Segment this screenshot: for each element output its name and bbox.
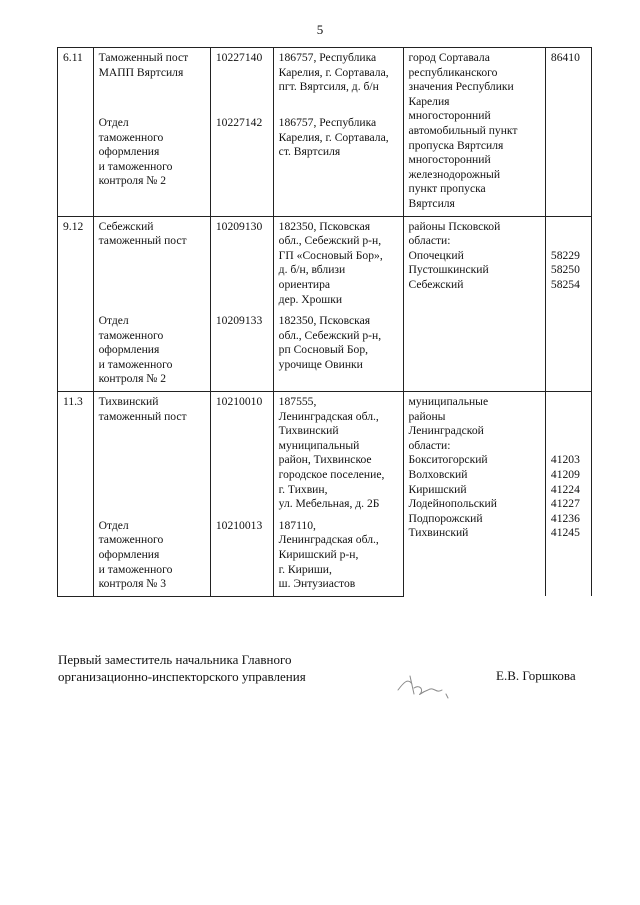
post-name-line: контроля № 2 bbox=[98, 174, 167, 188]
post-address bbox=[273, 48, 403, 114]
post-address-line: ст. Вяртсиля bbox=[278, 145, 341, 159]
oktmo-code-line: 58254 bbox=[550, 277, 580, 291]
post-address-line: д. б/н, вблизи bbox=[278, 263, 346, 277]
territory-line: пропуска Вяртсиля bbox=[408, 138, 504, 152]
post-name-line: оформления bbox=[98, 548, 160, 561]
post-address-line: Ленинградская обл., bbox=[278, 533, 379, 547]
post-name-line: таможенного bbox=[98, 130, 164, 144]
row-number: 11.3 bbox=[58, 392, 94, 516]
territory-line: Пустошкинский bbox=[408, 263, 489, 277]
territory-line: Себежский bbox=[408, 277, 464, 291]
territory-line: Лодейнопольский bbox=[408, 497, 497, 511]
post-address bbox=[273, 311, 403, 391]
territory-line: железнодорожный bbox=[408, 167, 501, 181]
oktmo-code-line: 41203 bbox=[550, 453, 580, 467]
oktmo-code-line: 41245 bbox=[550, 526, 580, 540]
post-code: 10227142 bbox=[210, 113, 273, 216]
post-address-line: рп Сосновый Бор, bbox=[278, 343, 369, 357]
oktmo-code-line: 41227 bbox=[550, 497, 580, 511]
post-address-line: пгт. Вяртсиля, д. б/н bbox=[278, 80, 379, 94]
post-address-line: урочище Овинки bbox=[278, 357, 363, 371]
post-name-line: таможенного bbox=[98, 328, 164, 342]
row-number: 6.11 bbox=[58, 48, 94, 114]
territory-line: республиканского bbox=[408, 65, 498, 79]
post-address-line: обл., Себежский р-н, bbox=[278, 234, 382, 248]
post-code: 10227140 bbox=[210, 48, 273, 114]
post-name-line: Себежский bbox=[98, 219, 154, 233]
post-name-line: Тихвинский bbox=[98, 395, 159, 409]
post-address-line: ул. Мебельная, д. 2Б bbox=[278, 497, 380, 511]
post-address-line: г. Тихвин, bbox=[278, 482, 328, 496]
post-address bbox=[273, 216, 403, 311]
post-name-line: контроля № 2 bbox=[98, 372, 167, 386]
post-address bbox=[273, 392, 403, 516]
post-name-line: оформления bbox=[98, 145, 160, 159]
post-code: 10210010 bbox=[210, 392, 273, 516]
post-address-line: Тихвинский bbox=[278, 424, 339, 438]
post-name-line: таможенный пост bbox=[98, 409, 187, 423]
territory-line: районы Псковской bbox=[408, 219, 501, 233]
territory-line: Волховский bbox=[408, 468, 468, 482]
territory-line: Подпорожский bbox=[408, 511, 483, 525]
post-name-line: контроля № 3 bbox=[98, 577, 167, 591]
post-name bbox=[93, 216, 210, 311]
territory-line: области: bbox=[408, 438, 451, 452]
signatory-position bbox=[58, 651, 306, 685]
oktmo-code-line: 58250 bbox=[550, 263, 580, 277]
oktmo-code-line bbox=[551, 395, 587, 410]
territory-line: автомобильный пункт bbox=[408, 123, 518, 137]
post-address-line: ориентира bbox=[278, 277, 331, 291]
signatory-name: Е.В. Горшкова bbox=[496, 668, 576, 683]
post-address bbox=[273, 113, 403, 216]
oktmo-code-line: 41209 bbox=[550, 468, 580, 482]
oktmo-code-line: 41224 bbox=[550, 482, 580, 496]
territory bbox=[403, 216, 545, 392]
post-address-line: район, Тихвинское bbox=[278, 453, 372, 467]
post-code: 10210013 bbox=[210, 516, 273, 596]
post-address-line: муниципальный bbox=[278, 438, 360, 452]
post-name-line: и таможенного bbox=[98, 159, 173, 173]
oktmo-code bbox=[545, 392, 591, 597]
row-number bbox=[58, 516, 94, 596]
post-address-line: 186757, Республика bbox=[278, 51, 377, 64]
oktmo-code-line bbox=[551, 234, 587, 249]
territory-line: многосторонний bbox=[408, 153, 491, 167]
post-address-line: 187110, bbox=[278, 518, 316, 532]
oktmo-code-line bbox=[551, 424, 587, 439]
post-address-line: 187555, bbox=[278, 395, 317, 409]
post-name bbox=[93, 48, 210, 114]
post-name-line: и таможенного bbox=[98, 357, 173, 371]
oktmo-code-line: 86410 bbox=[550, 51, 580, 64]
post-address-line: г. Кириши, bbox=[278, 562, 332, 576]
post-address-line: Карелия, г. Сортавала, bbox=[278, 65, 389, 79]
territory-line: Киришский bbox=[408, 482, 467, 496]
row-number bbox=[58, 113, 94, 216]
post-code: 10209130 bbox=[210, 216, 273, 311]
post-address-line: городское поселение, bbox=[278, 468, 385, 482]
territory-line: пункт пропуска bbox=[408, 182, 486, 196]
post-code: 10209133 bbox=[210, 311, 273, 391]
post-address-line: обл., Себежский р-н, bbox=[278, 328, 382, 342]
customs-posts-table bbox=[57, 47, 592, 597]
post-name-line: Отдел bbox=[98, 518, 129, 532]
post-address-line: Ленинградская обл., bbox=[278, 409, 379, 423]
territory-line: Тихвинский bbox=[408, 526, 469, 540]
territory-line: Вяртсиля bbox=[408, 196, 455, 210]
territory bbox=[403, 392, 545, 597]
table-row bbox=[58, 216, 592, 311]
post-address-line: 182350, Псковская bbox=[278, 314, 371, 328]
post-name bbox=[93, 311, 210, 391]
table-row bbox=[58, 48, 592, 114]
oktmo-code-line bbox=[551, 439, 587, 454]
post-name-line: Отдел bbox=[98, 116, 129, 130]
post-name bbox=[93, 113, 210, 216]
oktmo-code-line bbox=[551, 220, 587, 235]
post-name bbox=[93, 516, 210, 596]
post-address-line: 182350, Псковская bbox=[278, 219, 371, 233]
territory bbox=[403, 48, 545, 217]
post-name-line: Таможенный пост bbox=[98, 51, 189, 64]
page-number: 5 bbox=[316, 22, 324, 37]
handwritten-signature bbox=[390, 668, 480, 708]
row-number bbox=[58, 311, 94, 391]
post-address-line: ГП «Сосновый Бор», bbox=[278, 248, 383, 262]
post-name-line: и таможенного bbox=[98, 562, 173, 576]
territory-line: Бокситогорский bbox=[408, 453, 488, 467]
post-name-line: МАПП Вяртсиля bbox=[98, 65, 184, 79]
post-name bbox=[93, 392, 210, 516]
post-address-line: дер. Хрошки bbox=[278, 292, 343, 306]
post-address bbox=[273, 516, 403, 596]
territory-line: районы bbox=[408, 409, 446, 423]
post-address-line: Киришский р-н, bbox=[278, 548, 359, 561]
territory-line: Карелия bbox=[408, 94, 450, 108]
table-row bbox=[58, 392, 592, 516]
row-number: 9.12 bbox=[58, 216, 94, 311]
oktmo-code-line bbox=[551, 410, 587, 425]
post-name-line: таможенного bbox=[98, 533, 164, 547]
territory-line: Ленинградской bbox=[408, 424, 484, 438]
territory-line: многосторонний bbox=[408, 109, 491, 123]
territory-line: значения Республики bbox=[408, 80, 514, 94]
territory-line: Опочецкий bbox=[408, 248, 464, 262]
territory-line: город Сортавала bbox=[408, 51, 490, 64]
position-line-2: организационно-инспекторского управления bbox=[58, 669, 306, 684]
post-address-line: 186757, Республика bbox=[278, 116, 377, 130]
post-name-line: Отдел bbox=[98, 314, 129, 328]
territory-line: муниципальные bbox=[408, 395, 489, 409]
post-address-line: Карелия, г. Сортавала, bbox=[278, 130, 389, 144]
post-address-line: ш. Энтузиастов bbox=[278, 577, 356, 591]
oktmo-code-line: 58229 bbox=[550, 248, 580, 262]
position-line-1: Первый заместитель начальника Главного bbox=[58, 652, 292, 667]
post-name-line: таможенный пост bbox=[98, 234, 187, 248]
post-name-line: оформления bbox=[98, 343, 160, 357]
territory-line: области: bbox=[408, 234, 451, 248]
oktmo-code bbox=[545, 48, 591, 217]
oktmo-code bbox=[545, 216, 591, 392]
oktmo-code-line: 41236 bbox=[550, 511, 580, 525]
